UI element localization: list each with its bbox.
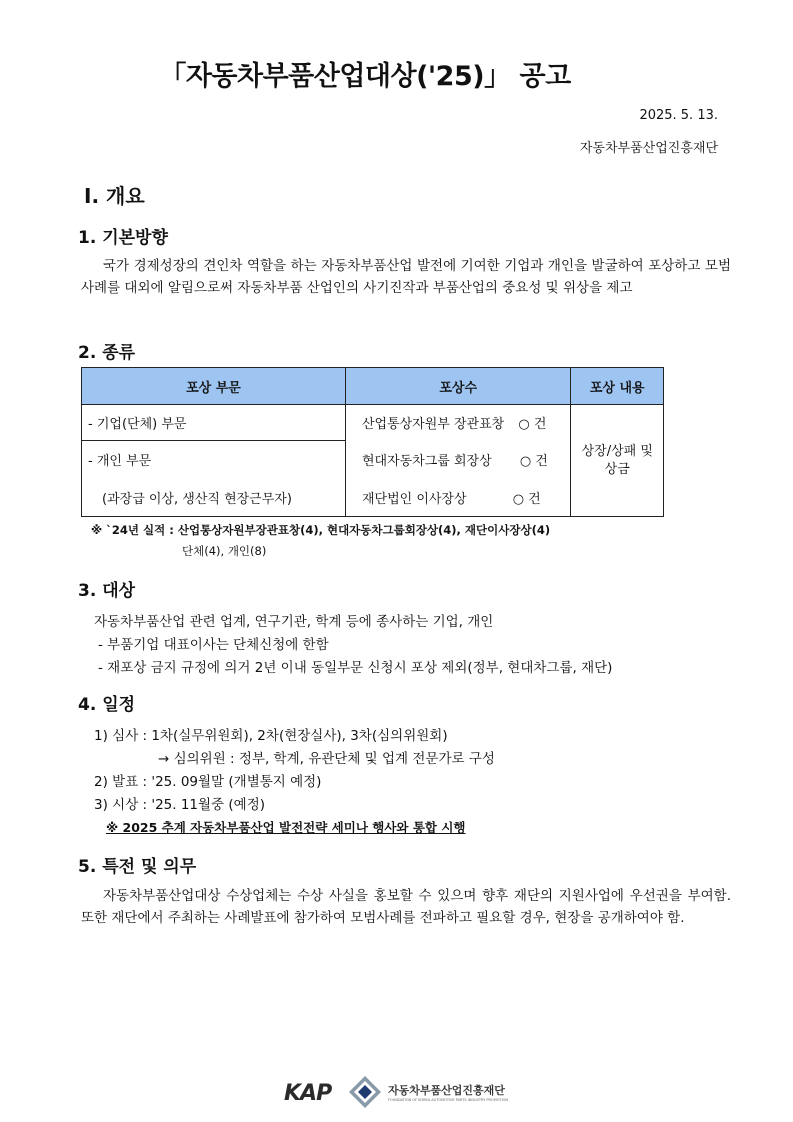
row-award	[345, 441, 571, 479]
target-line-2: - 부품기업 대표이사는 단체신청에 한함	[98, 637, 329, 653]
schedule-line-3: 2) 발표 : '25. 09월말 (개별통지 예정)	[94, 774, 322, 790]
target-line-3: - 재포상 금지 규정에 의거 2년 이내 동일부문 신청시 포상 제외(정부, 현대차그룹, 재단)	[98, 660, 613, 676]
schedule-line-4: 3) 시상 : '25. 11월중 (예정)	[94, 797, 265, 813]
announcement-date: 2025. 5. 13.	[639, 108, 718, 123]
footer-logo	[284, 1073, 524, 1113]
diamond-logo-icon	[348, 1075, 382, 1109]
table-header-row	[82, 368, 664, 405]
schedule-note: ※ 2025 추계 자동차부품산업 발전전략 세미나 행사와 통합 시행	[106, 820, 466, 835]
award-count: ○ 건	[518, 417, 547, 433]
section-heading-overview: Ⅰ. 개요	[84, 184, 145, 208]
row-award	[345, 405, 571, 441]
award-count: ○ 건	[512, 491, 541, 507]
footer-org-name: 자동차부품산업진흥재단	[388, 1084, 505, 1097]
issuing-organization: 자동차부품산업진흥재단	[579, 141, 718, 156]
award-content: 상장/상패 및 상금	[571, 405, 664, 517]
schedule-line-1: 1) 심사 : 1차(실무위원회), 2차(현장실사), 3차(심의위원회)	[94, 728, 448, 744]
subsection-heading-schedule: 4. 일정	[78, 695, 136, 715]
row-category: (과장급 이상, 생산직 현장근무자)	[82, 479, 346, 517]
footer-org-sub: FOUNDATION OF KOREA AUTOMOTIVE PARTS INDUSTRY PROMOTION	[388, 1098, 509, 1102]
award-name: 재단법인 이사장상	[361, 491, 467, 507]
table-header-category: 포상 부문	[82, 368, 346, 405]
table-row	[82, 405, 664, 441]
page-title: 「자동차부품산업대상('25)」 공고	[159, 61, 571, 92]
subsection-heading-target: 3. 대상	[78, 581, 136, 601]
benefits-text: 자동차부품산업대상 수상업체는 수상 사실을 홍보할 수 있으며 향후 재단의 지원사업에 우선권을 부여함. 또한 재단에서 주최하는 사례발표에 참가하여 모범사례를 전파하고 필요할 경우, 현장을 공개하여야 함.	[81, 888, 731, 926]
subsection-heading-types: 2. 종류	[78, 343, 136, 363]
subsection-heading-basic-direction: 1. 기본방향	[78, 228, 168, 248]
subsection-heading-benefits: 5. 특전 및 의무	[78, 857, 197, 877]
table-header-content: 포상 내용	[571, 368, 664, 405]
kap-logo-text: KAP	[284, 1081, 332, 1106]
prior-year-note	[91, 522, 550, 538]
row-category: - 기업(단체) 부문	[82, 405, 346, 441]
row-category: - 개인 부문	[82, 441, 346, 479]
row-award	[345, 479, 571, 517]
award-name: 현대자동차그룹 회장상	[361, 454, 492, 469]
award-count: ○ 건	[519, 454, 548, 469]
note-bold: 산업통상자원부장관표창(4), 현대자동차그룹회장상(4), 재단이사장상(4)	[177, 523, 551, 537]
basic-direction-text: 국가 경제성장의 견인차 역할을 하는 자동차부품산업 발전에 기여한 기업과 개인을 발굴하여 포상하고 모범사례를 대외에 알림으로써 자동차부품 산업인의 사기진작과 부품산업의 중요성 및 위상을 제고	[81, 258, 731, 296]
award-types-table	[81, 367, 664, 517]
prior-year-note-line2: 단체(4), 개인(8)	[182, 544, 267, 558]
target-line-1: 자동차부품산업 관련 업계, 연구기관, 학계 등에 종사하는 기업, 개인	[94, 614, 494, 630]
table-header-count: 포상수	[345, 368, 571, 405]
note-prefix: ※ `24년 실적 :	[91, 523, 178, 537]
schedule-line-2: → 심의위원 : 정부, 학계, 유관단체 및 업계 전문가로 구성	[158, 751, 495, 767]
award-name: 산업통상자원부 장관표창	[361, 417, 505, 433]
